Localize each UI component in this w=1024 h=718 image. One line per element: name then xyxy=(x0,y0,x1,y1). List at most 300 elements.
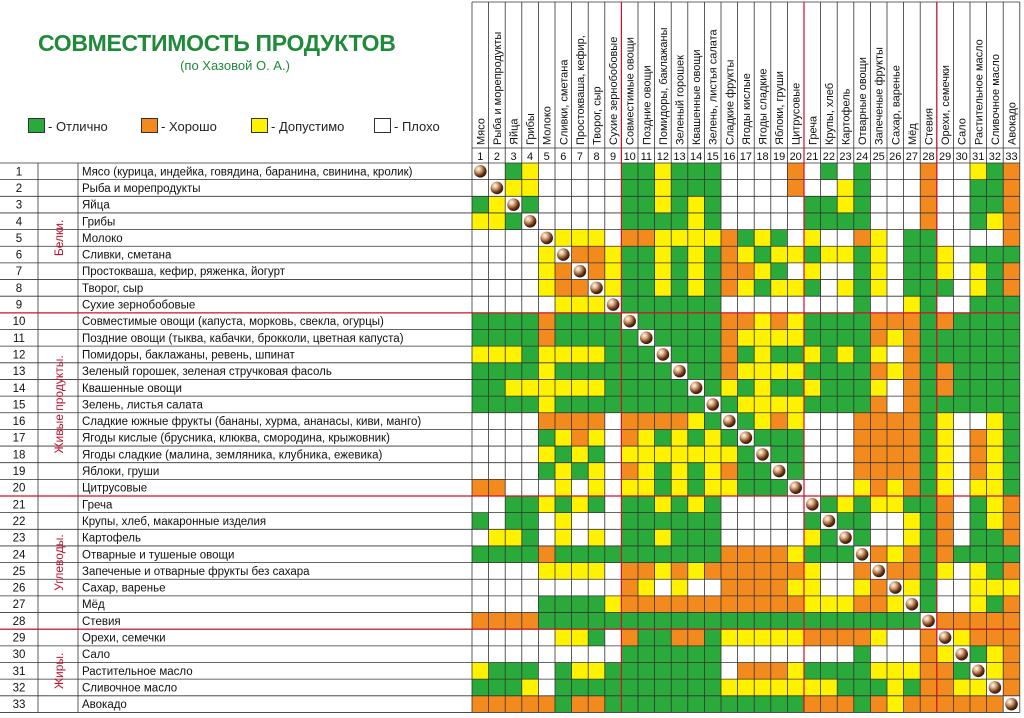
cell-r14-c2 xyxy=(489,379,506,396)
cell-r17-c10 xyxy=(621,429,638,446)
row-label-3: Яйца xyxy=(82,199,110,212)
column-header-1: Мясо xyxy=(475,118,488,145)
cell-r29-c30 xyxy=(953,629,970,646)
cell-r22-c14 xyxy=(688,513,705,530)
diagonal-marker-6 xyxy=(557,248,570,261)
cell-r27-c18 xyxy=(754,596,771,613)
cell-r5-c25 xyxy=(870,230,887,247)
cell-r2-c17 xyxy=(738,180,755,197)
cell-r22-c31 xyxy=(970,513,987,530)
cell-r19-c5 xyxy=(538,463,555,480)
cell-r27-c17 xyxy=(738,596,755,613)
cell-r6-c1 xyxy=(472,246,489,263)
cell-r29-c27 xyxy=(904,629,921,646)
cell-r28-c24 xyxy=(854,613,871,630)
cell-r4-c29 xyxy=(937,213,954,230)
cell-r29-c26 xyxy=(887,629,904,646)
cell-r33-c4 xyxy=(522,696,539,713)
row-number-9: 9 xyxy=(15,299,23,312)
cell-r1-c6 xyxy=(555,163,572,180)
cell-r15-c23 xyxy=(837,396,854,413)
cell-r6-c18 xyxy=(754,246,771,263)
cell-r24-c13 xyxy=(671,546,688,563)
cell-r10-c3 xyxy=(505,313,522,330)
cell-r5-c32 xyxy=(987,230,1004,247)
diagonal-marker-18 xyxy=(756,448,769,461)
cell-r1-c25 xyxy=(870,163,887,180)
cell-r4-c9 xyxy=(605,213,622,230)
cell-r12-c14 xyxy=(688,346,705,363)
cell-r15-c22 xyxy=(821,396,838,413)
row-label-11: Поздние овощи (тыква, кабачки, брокколи, цветная капуста) xyxy=(82,332,404,345)
cell-r31-c10 xyxy=(621,663,638,680)
cell-r30-c15 xyxy=(704,646,721,663)
cell-r7-c12 xyxy=(655,263,672,280)
cell-r31-c27 xyxy=(904,663,921,680)
cell-r14-c19 xyxy=(771,379,788,396)
cell-r14-c30 xyxy=(953,379,970,396)
cell-r17-c33 xyxy=(1003,429,1020,446)
cell-r32-c33 xyxy=(1003,679,1020,696)
cell-r31-c23 xyxy=(837,663,854,680)
cell-r30-c23 xyxy=(837,646,854,663)
cell-r23-c30 xyxy=(953,529,970,546)
cell-r10-c22 xyxy=(821,313,838,330)
cell-r33-c17 xyxy=(738,696,755,713)
cell-r25-c31 xyxy=(970,563,987,580)
cell-r3-c30 xyxy=(953,196,970,213)
cell-r27-c12 xyxy=(655,596,672,613)
cell-r24-c9 xyxy=(605,546,622,563)
cell-r19-c22 xyxy=(821,463,838,480)
cell-r21-c1 xyxy=(472,496,489,513)
column-number-7: 7 xyxy=(576,151,583,163)
cell-r25-c26 xyxy=(887,563,904,580)
cell-r23-c31 xyxy=(970,529,987,546)
cell-r21-c23 xyxy=(837,496,854,513)
diagonal-marker-5 xyxy=(540,232,553,245)
cell-r17-c4 xyxy=(522,429,539,446)
cell-r13-c9 xyxy=(605,363,622,380)
cell-r16-c4 xyxy=(522,413,539,430)
cell-r13-c20 xyxy=(787,363,804,380)
cell-r19-c7 xyxy=(572,463,589,480)
cell-r14-c13 xyxy=(671,379,688,396)
cell-r8-c11 xyxy=(638,280,655,297)
cell-r11-c20 xyxy=(787,330,804,347)
cell-r11-c32 xyxy=(987,330,1004,347)
chart-title: СОВМЕСТИМОСТЬ ПРОДУКТОВ xyxy=(38,30,396,56)
cell-r7-c10 xyxy=(621,263,638,280)
row-label-23: Картофель xyxy=(82,532,141,545)
cell-r4-c24 xyxy=(854,213,871,230)
cell-r2-c30 xyxy=(953,180,970,197)
cell-r9-c6 xyxy=(555,296,572,313)
cell-r31-c6 xyxy=(555,663,572,680)
cell-r19-c9 xyxy=(605,463,622,480)
cell-r22-c26 xyxy=(887,513,904,530)
cell-r4-c21 xyxy=(804,213,821,230)
column-header-14: Квашенные овощи xyxy=(691,49,704,145)
cell-r20-c6 xyxy=(555,479,572,496)
cell-r32-c17 xyxy=(738,679,755,696)
cell-r14-c1 xyxy=(472,379,489,396)
cell-r7-c14 xyxy=(688,263,705,280)
row-number-31: 31 xyxy=(12,665,26,678)
cell-r23-c26 xyxy=(887,529,904,546)
cell-r12-c6 xyxy=(555,346,572,363)
cell-r16-c24 xyxy=(854,413,871,430)
cell-r27-c1 xyxy=(472,596,489,613)
cell-r15-c17 xyxy=(738,396,755,413)
cell-r27-c2 xyxy=(489,596,506,613)
cell-r12-c25 xyxy=(870,346,887,363)
cell-r23-c6 xyxy=(555,529,572,546)
cell-r3-c4 xyxy=(522,196,539,213)
cell-r13-c26 xyxy=(887,363,904,380)
cell-r22-c13 xyxy=(671,513,688,530)
cell-r12-c24 xyxy=(854,346,871,363)
cell-r14-c15 xyxy=(704,379,721,396)
cell-r3-c8 xyxy=(588,196,605,213)
cell-r4-c28 xyxy=(920,213,937,230)
row-number-11: 11 xyxy=(13,332,25,345)
cell-r24-c29 xyxy=(937,546,954,563)
diagonal-marker-3 xyxy=(507,198,520,211)
cell-r24-c30 xyxy=(953,546,970,563)
column-number-6: 6 xyxy=(560,151,567,163)
column-number-26: 26 xyxy=(889,151,902,163)
column-number-21: 21 xyxy=(806,151,819,163)
cell-r1-c24 xyxy=(854,163,871,180)
cell-r31-c16 xyxy=(721,663,738,680)
cell-r26-c19 xyxy=(771,579,788,596)
cell-r25-c10 xyxy=(621,563,638,580)
cell-r17-c6 xyxy=(555,429,572,446)
row-number-19: 19 xyxy=(12,466,26,479)
cell-r2-c33 xyxy=(1003,180,1020,197)
cell-r33-c1 xyxy=(472,696,489,713)
cell-r2-c15 xyxy=(704,180,721,197)
cell-r17-c1 xyxy=(472,429,489,446)
cell-r4-c5 xyxy=(538,213,555,230)
column-header-7: Простокваша, кефир, xyxy=(574,35,587,145)
cell-r15-c27 xyxy=(904,396,921,413)
cell-r28-c11 xyxy=(638,613,655,630)
row-label-9: Сухие зернобобовые xyxy=(82,299,196,312)
row-label-18: Ягоды сладкие (малина, земляника, клубника, ежевика) xyxy=(82,449,383,462)
diagonal-marker-11 xyxy=(640,332,653,345)
cell-r19-c16 xyxy=(721,463,738,480)
cell-r1-c15 xyxy=(704,163,721,180)
cell-r10-c24 xyxy=(854,313,871,330)
cell-r21-c17 xyxy=(738,496,755,513)
cell-r20-c18 xyxy=(754,479,771,496)
cell-r15-c5 xyxy=(538,396,555,413)
cell-r7-c11 xyxy=(638,263,655,280)
cell-r15-c3 xyxy=(505,396,522,413)
cell-r1-c19 xyxy=(771,163,788,180)
cell-r24-c26 xyxy=(887,546,904,563)
cell-r10-c30 xyxy=(953,313,970,330)
cell-r1-c9 xyxy=(605,163,622,180)
cell-r13-c5 xyxy=(538,363,555,380)
cell-r26-c27 xyxy=(904,579,921,596)
cell-r31-c28 xyxy=(920,663,937,680)
cell-r15-c1 xyxy=(472,396,489,413)
cell-r6-c12 xyxy=(655,246,672,263)
cell-r32-c8 xyxy=(588,679,605,696)
cell-r31-c7 xyxy=(572,663,589,680)
cell-r7-c13 xyxy=(671,263,688,280)
diagonal-marker-19 xyxy=(773,465,786,478)
cell-r22-c10 xyxy=(621,513,638,530)
cell-r15-c21 xyxy=(804,396,821,413)
cell-r8-c9 xyxy=(605,280,622,297)
cell-r33-c7 xyxy=(572,696,589,713)
row-label-1: Мясо (курица, индейка, говядина, баранина, свинина, кролик) xyxy=(82,166,413,179)
cell-r33-c22 xyxy=(821,696,838,713)
cell-r33-c29 xyxy=(937,696,954,713)
cell-r19-c13 xyxy=(671,463,688,480)
cell-r14-c24 xyxy=(854,379,871,396)
cell-r27-c11 xyxy=(638,596,655,613)
row-label-28: Стевия xyxy=(82,615,121,628)
cell-r28-c10 xyxy=(621,613,638,630)
cell-r31-c20 xyxy=(787,663,804,680)
cell-r10-c33 xyxy=(1003,313,1020,330)
cell-r5-c7 xyxy=(572,230,589,247)
cell-r6-c2 xyxy=(489,246,506,263)
cell-r25-c20 xyxy=(787,563,804,580)
cell-r31-c22 xyxy=(821,663,838,680)
cell-r1-c14 xyxy=(688,163,705,180)
cell-r21-c24 xyxy=(854,496,871,513)
cell-r32-c23 xyxy=(837,679,854,696)
column-header-13: Зеленый горошек xyxy=(674,55,687,145)
column-header-2: Рыба и морепродукты xyxy=(491,31,504,145)
cell-r12-c19 xyxy=(771,346,788,363)
cell-r5-c16 xyxy=(721,230,738,247)
cell-r13-c14 xyxy=(688,363,705,380)
cell-r17-c27 xyxy=(904,429,921,446)
cell-r18-c12 xyxy=(655,446,672,463)
cell-r9-c11 xyxy=(638,296,655,313)
cell-r28-c20 xyxy=(787,613,804,630)
cell-r12-c23 xyxy=(837,346,854,363)
row-number-23: 23 xyxy=(12,532,26,545)
cell-r33-c3 xyxy=(505,696,522,713)
cell-r29-c24 xyxy=(854,629,871,646)
cell-r16-c27 xyxy=(904,413,921,430)
cell-r22-c15 xyxy=(704,513,721,530)
cell-r29-c13 xyxy=(671,629,688,646)
cell-r28-c23 xyxy=(837,613,854,630)
cell-r20-c13 xyxy=(671,479,688,496)
row-label-10: Совместимые овощи (капуста, морковь, свекла, огурцы) xyxy=(82,316,384,329)
cell-r30-c11 xyxy=(638,646,655,663)
cell-r23-c12 xyxy=(655,529,672,546)
cell-r13-c32 xyxy=(987,363,1004,380)
cell-r5-c31 xyxy=(970,230,987,247)
cell-r21-c28 xyxy=(920,496,937,513)
cell-r2-c20 xyxy=(787,180,804,197)
cell-r14-c23 xyxy=(837,379,854,396)
cell-r11-c9 xyxy=(605,330,622,347)
cell-r20-c31 xyxy=(970,479,987,496)
cell-r24-c16 xyxy=(721,546,738,563)
diagonal-marker-16 xyxy=(723,415,736,428)
legend-label-acceptable: - Допустимо xyxy=(271,119,345,134)
cell-r1-c2 xyxy=(489,163,506,180)
cell-r20-c5 xyxy=(538,479,555,496)
cell-r11-c23 xyxy=(837,330,854,347)
cell-r17-c15 xyxy=(704,429,721,446)
cell-r25-c29 xyxy=(937,563,954,580)
cell-r17-c12 xyxy=(655,429,672,446)
column-header-26: Сахар, варенье xyxy=(890,65,903,145)
cell-r13-c19 xyxy=(771,363,788,380)
diagonal-marker-29 xyxy=(939,631,952,644)
cell-r21-c6 xyxy=(555,496,572,513)
diagonal-marker-14 xyxy=(690,381,703,394)
cell-r12-c32 xyxy=(987,346,1004,363)
diagonal-marker-26 xyxy=(889,581,902,594)
cell-r15-c20 xyxy=(787,396,804,413)
cell-r9-c29 xyxy=(937,296,954,313)
cell-r30-c2 xyxy=(489,646,506,663)
cell-r12-c8 xyxy=(588,346,605,363)
cell-r21-c30 xyxy=(953,496,970,513)
cell-r23-c20 xyxy=(787,529,804,546)
column-header-32: Сливочное масло xyxy=(989,53,1002,145)
cell-r6-c7 xyxy=(572,246,589,263)
cell-r19-c28 xyxy=(920,463,937,480)
cell-r10-c29 xyxy=(937,313,954,330)
cell-r5-c15 xyxy=(704,230,721,247)
cell-r26-c29 xyxy=(937,579,954,596)
cell-r8-c13 xyxy=(671,280,688,297)
cell-r10-c9 xyxy=(605,313,622,330)
row-number-25: 25 xyxy=(12,565,26,578)
cell-r2-c19 xyxy=(771,180,788,197)
cell-r22-c21 xyxy=(804,513,821,530)
cell-r16-c6 xyxy=(555,413,572,430)
cell-r1-c18 xyxy=(754,163,771,180)
cell-r29-c8 xyxy=(588,629,605,646)
cell-r6-c20 xyxy=(787,246,804,263)
cell-r24-c11 xyxy=(638,546,655,563)
column-number-8: 8 xyxy=(593,151,600,163)
cell-r1-c26 xyxy=(887,163,904,180)
cell-r24-c20 xyxy=(787,546,804,563)
cell-r30-c12 xyxy=(655,646,672,663)
cell-r30-c31 xyxy=(970,646,987,663)
cell-r5-c6 xyxy=(555,230,572,247)
cell-r19-c6 xyxy=(555,463,572,480)
cell-r28-c7 xyxy=(572,613,589,630)
column-header-27: Мёд xyxy=(906,123,919,145)
cell-r30-c26 xyxy=(887,646,904,663)
cell-r18-c19 xyxy=(771,446,788,463)
cell-r23-c10 xyxy=(621,529,638,546)
cell-r20-c24 xyxy=(854,479,871,496)
cell-r3-c29 xyxy=(937,196,954,213)
cell-r26-c1 xyxy=(472,579,489,596)
cell-r16-c12 xyxy=(655,413,672,430)
cell-r17-c16 xyxy=(721,429,738,446)
cell-r13-c27 xyxy=(904,363,921,380)
cell-r16-c3 xyxy=(505,413,522,430)
column-header-19: Яблоки, груши xyxy=(774,71,787,145)
cell-r3-c9 xyxy=(605,196,622,213)
cell-r21-c7 xyxy=(572,496,589,513)
cell-r28-c3 xyxy=(505,613,522,630)
cell-r2-c32 xyxy=(987,180,1004,197)
cell-r26-c33 xyxy=(1003,579,1020,596)
cell-r10-c17 xyxy=(738,313,755,330)
row-label-4: Грибы xyxy=(82,216,116,229)
cell-r3-c12 xyxy=(655,196,672,213)
cell-r11-c17 xyxy=(738,330,755,347)
diagonal-marker-2 xyxy=(491,182,504,195)
column-number-19: 19 xyxy=(772,151,786,163)
cell-r30-c28 xyxy=(920,646,937,663)
cell-r2-c4 xyxy=(522,180,539,197)
cell-r33-c2 xyxy=(489,696,506,713)
cell-r12-c9 xyxy=(605,346,622,363)
cell-r3-c14 xyxy=(688,196,705,213)
cell-r7-c17 xyxy=(738,263,755,280)
cell-r11-c19 xyxy=(771,330,788,347)
cell-r1-c12 xyxy=(655,163,672,180)
cell-r33-c20 xyxy=(787,696,804,713)
cell-r27-c9 xyxy=(605,596,622,613)
cell-r16-c15 xyxy=(704,413,721,430)
row-number-24: 24 xyxy=(12,549,26,562)
cell-r23-c29 xyxy=(937,529,954,546)
cell-r15-c18 xyxy=(754,396,771,413)
cell-r26-c10 xyxy=(621,579,638,596)
cell-r11-c33 xyxy=(1003,330,1020,347)
column-number-29: 29 xyxy=(938,151,952,163)
row-number-10: 10 xyxy=(12,316,26,329)
cell-r14-c4 xyxy=(522,379,539,396)
cell-r28-c17 xyxy=(738,613,755,630)
cell-r15-c26 xyxy=(887,396,904,413)
cell-r30-c19 xyxy=(771,646,788,663)
cell-r9-c27 xyxy=(904,296,921,313)
cell-r8-c10 xyxy=(621,280,638,297)
row-label-25: Запеченые и отварные фрукты без сахара xyxy=(82,565,310,578)
cell-r32-c5 xyxy=(538,679,555,696)
cell-r15-c4 xyxy=(522,396,539,413)
cell-r3-c20 xyxy=(787,196,804,213)
cell-r26-c32 xyxy=(987,579,1004,596)
cell-r21-c25 xyxy=(870,496,887,513)
cell-r23-c15 xyxy=(704,529,721,546)
cell-r26-c3 xyxy=(505,579,522,596)
cell-r18-c17 xyxy=(738,446,755,463)
cell-r4-c13 xyxy=(671,213,688,230)
row-number-7: 7 xyxy=(15,266,23,279)
row-label-16: Сладкие южные фрукты (бананы, хурма, ананасы, киви, манго) xyxy=(82,416,422,429)
cell-r20-c29 xyxy=(937,479,954,496)
cell-r17-c8 xyxy=(588,429,605,446)
cell-r13-c18 xyxy=(754,363,771,380)
column-header-16: Сладкие фрукты xyxy=(724,59,737,145)
cell-r23-c8 xyxy=(588,529,605,546)
